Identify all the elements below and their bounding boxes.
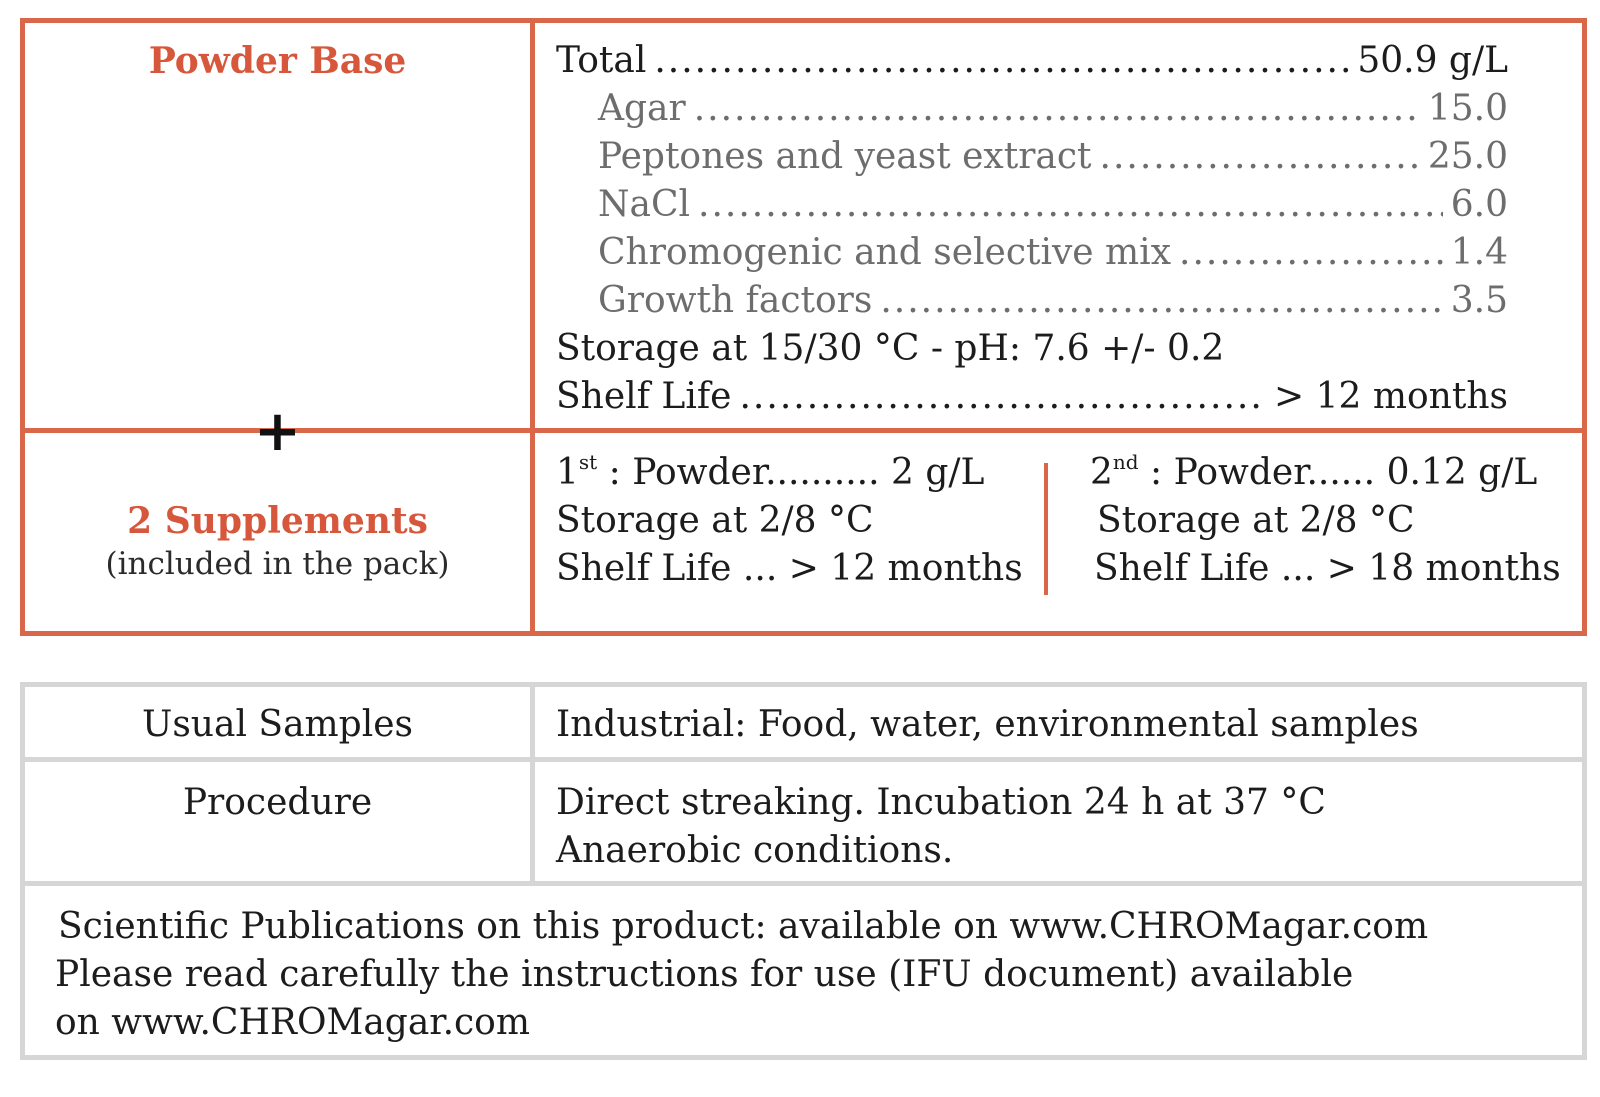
info-table-divider-row2	[20, 881, 1587, 886]
ingredient-row-nacl	[598, 184, 1508, 225]
shelf-life-value: > 12 months	[1274, 376, 1508, 417]
ordinal-number: 1	[556, 452, 579, 493]
ordinal-suffix: nd	[1112, 450, 1139, 474]
leader-dots	[698, 184, 1443, 225]
supplements-title: 2 Supplements	[127, 500, 428, 542]
ingredient-label: Chromogenic and selective mix	[598, 232, 1171, 273]
footer-line-2: Please read carefully the instructions for use (IFU document) available	[55, 954, 1354, 995]
plus-icon: +	[254, 399, 301, 464]
supplement-1-shelf-life: Shelf Life ... > 12 months	[556, 548, 1023, 589]
ingredient-row-agar	[598, 88, 1508, 129]
composition-table-divider-vertical	[530, 18, 535, 636]
procedure-line-1: Direct streaking. Incubation 24 h at 37 °C	[556, 782, 1326, 823]
total-row	[556, 40, 1508, 81]
ordinal-number: 2	[1090, 452, 1113, 493]
ingredient-row-peptones	[598, 136, 1508, 177]
leader-dots	[1100, 136, 1420, 177]
leader-dots	[654, 40, 1349, 81]
usual-samples-label: Usual Samples	[141, 704, 414, 745]
info-table-divider-row1	[20, 757, 1587, 762]
supplements-subtitle: (included in the pack)	[105, 546, 450, 582]
leader-dots	[739, 376, 1266, 417]
supplement-powder-text: : Powder...... 0.12 g/L	[1138, 452, 1538, 493]
ingredient-value: 1.4	[1450, 232, 1508, 273]
supplement-2-shelf-life: Shelf Life ... > 18 months	[1094, 548, 1561, 589]
supplement-powder-text: : Powder.......... 2 g/L	[597, 452, 985, 493]
procedure-label: Procedure	[182, 782, 373, 823]
supplement-1-powder	[556, 452, 984, 493]
ingredient-value: 6.0	[1450, 184, 1508, 225]
powder-storage-text: Storage at 15/30 °C - pH: 7.6 +/- 0.2	[556, 328, 1225, 369]
total-value: 50.9 g/L	[1357, 40, 1508, 81]
leader-dots	[880, 280, 1442, 321]
leader-dots	[1179, 232, 1443, 273]
ordinal-suffix: st	[578, 450, 598, 474]
powder-base-title: Powder Base	[148, 40, 407, 82]
total-label: Total	[556, 40, 647, 81]
ingredient-row-growth-factors	[598, 280, 1508, 321]
shelf-life-label: Shelf Life	[556, 376, 732, 417]
ingredient-label: Growth factors	[598, 280, 873, 321]
ingredient-label: NaCl	[598, 184, 691, 225]
supplement-2-storage: Storage at 2/8 °C	[1097, 500, 1415, 541]
ingredient-label: Peptones and yeast extract	[598, 136, 1092, 177]
info-table-divider-vertical	[530, 682, 535, 886]
ingredient-label: Agar	[598, 88, 686, 129]
leader-dots	[694, 88, 1420, 129]
supplement-1-storage: Storage at 2/8 °C	[556, 500, 874, 541]
powder-shelf-life-row	[556, 376, 1508, 417]
procedure-line-2: Anaerobic conditions.	[556, 830, 954, 871]
ingredient-value: 3.5	[1450, 280, 1508, 321]
supplement-separator	[1044, 463, 1048, 595]
footer-line-3: on www.CHROMagar.com	[55, 1002, 530, 1043]
ingredient-value: 25.0	[1427, 136, 1508, 177]
ingredient-value: 15.0	[1427, 88, 1508, 129]
footer-line-1: Scientific Publications on this product: available on www.CHROMagar.com	[58, 906, 1429, 947]
supplement-2-powder	[1090, 452, 1537, 493]
ingredient-row-chromogenic	[598, 232, 1508, 273]
usual-samples-value: Industrial: Food, water, environmental samples	[556, 704, 1419, 745]
